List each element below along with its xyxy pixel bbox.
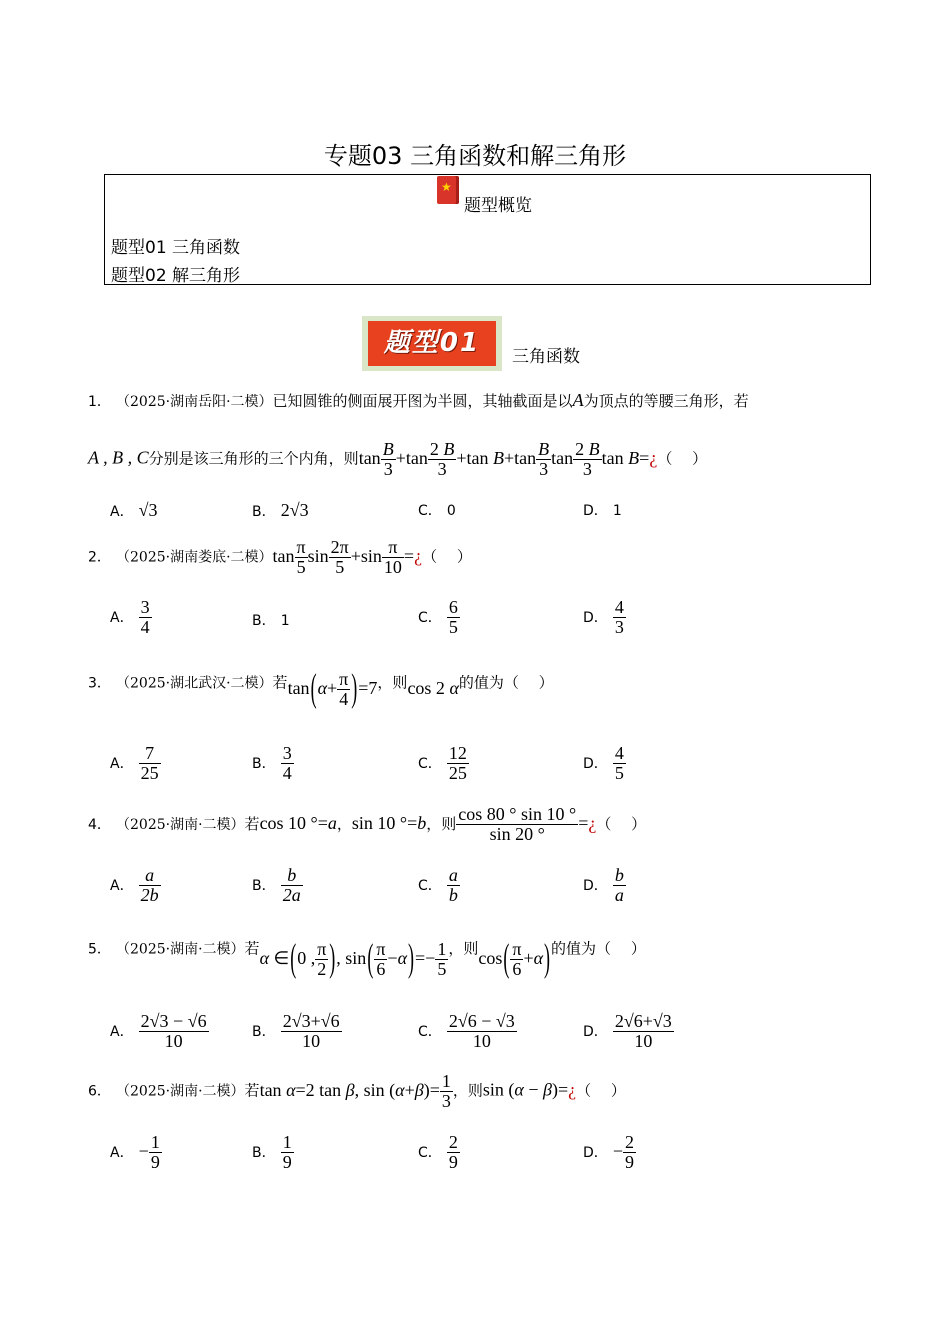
q4-option-b[interactable]: B． $\frac{b}{2a}$: [252, 865, 301, 905]
page-title: 专题03 三角函数和解三角形: [323, 142, 627, 170]
answer-blank[interactable]: （ ）: [576, 1081, 626, 1100]
q2-option-a[interactable]: A． $\frac{3}{4}$: [110, 597, 150, 637]
q4-option-a[interactable]: A． $\frac{a}{2b}$: [110, 865, 159, 905]
question-6-line-1: 6． （2025·湖南·二模）若tan α=2 tan β, sin (α+β)= $\frac{1}{3}$ ，则sin (α − β)=¿（ ）: [88, 1071, 626, 1111]
question-4-line-1: 4． （2025·湖南·二模）若cos 10 °=a，sin 10 °=b，则 $\frac{\cos 80 ^\circ \sin 10 ^\circ}{\sin 20 ^\circ}$ =¿（ ）: [88, 804, 647, 844]
math-var: A: [572, 390, 584, 410]
section-badge: [362, 316, 502, 371]
answer-blank[interactable]: （ ）: [596, 814, 647, 833]
q2-option-d[interactable]: D． $\frac{4}{3}$: [583, 597, 624, 637]
q5-option-b[interactable]: B． $\frac{2√3+√6}{10}$: [252, 1011, 340, 1051]
math-expression: tan(α+ $\frac{\pi}{4}$ )=7: [287, 664, 378, 709]
q1-option-d[interactable]: D． 1: [583, 503, 622, 519]
section-badge-text: 题型01: [368, 321, 496, 366]
question-text: 为顶点的等腰三角形，若: [583, 392, 749, 410]
book-icon: ★: [437, 176, 459, 204]
q3-option-c[interactable]: C． $\frac{12}{25}$: [418, 743, 467, 783]
section-label: 三角函数: [512, 347, 580, 367]
answer-blank[interactable]: 的值为（ ）: [551, 939, 646, 958]
q4-option-d[interactable]: D． $\frac{b}{a}$: [583, 865, 624, 905]
q3-option-d[interactable]: D． $\frac{4}{5}$: [583, 743, 624, 783]
question-text: 分别是该三角形的三个内角，则: [148, 449, 359, 468]
q3-option-a[interactable]: A． $\frac{7}{25}$: [110, 743, 159, 783]
overview-heading: 题型概览: [464, 196, 532, 216]
q2-option-b[interactable]: B． 1: [252, 613, 290, 629]
question-1-line-2: [88, 440, 707, 479]
math-expression: tan $\frac{\pi}{5}$ sin $\frac{2\pi}{5}$ +sin $\frac{\pi}{10}$ =: [272, 537, 415, 577]
q5-option-a[interactable]: A． $\frac{2√3 - √6}{10}$: [110, 1011, 207, 1051]
garbled-char: ¿: [649, 447, 658, 468]
overview-item-2[interactable]: 题型02 解三角形: [111, 266, 241, 286]
q6-option-c[interactable]: C． $\frac{2}{9}$: [418, 1132, 458, 1172]
answer-blank[interactable]: （ ）: [657, 449, 708, 468]
question-source: （2025·湖南岳阳·二模）: [116, 394, 273, 410]
question-text: 已知圆锥的侧面展开图为半圆，其轴截面是以: [272, 392, 573, 410]
question-2-line-1: 2． （2025·湖南娄底·二模）tan $\frac{\pi}{5}$ sin $\frac{2\pi}{5}$ +sin $\frac{\pi}{10}$ =¿（ ）: [88, 537, 472, 577]
question-1-line-1: [88, 390, 749, 411]
q6-option-a[interactable]: A． − $\frac{1}{9}$: [110, 1132, 160, 1172]
question-number: 1．: [88, 394, 111, 410]
q5-option-d[interactable]: D． $\frac{2√6+√3}{10}$: [583, 1011, 672, 1051]
q1-option-a[interactable]: A． √3: [110, 500, 158, 520]
math-expression: tan $\frac{B}{3}$ +tan $\frac{2 B}{3}$ +tan B+tan $\frac{B}{3}$ tan $\frac{2 B}{3}$ tan B=: [358, 439, 650, 479]
answer-blank[interactable]: 的值为（ ）: [458, 673, 554, 692]
answer-blank[interactable]: （ ）: [422, 547, 472, 566]
q1-option-c[interactable]: C． 0: [418, 503, 456, 519]
question-5-line-1: 5． （2025·湖南·二模）若α ∈(0 , $\frac{\pi}{2}$ ), sin( $\frac{\pi}{6}$ −α)=− $\frac{1}{5}$ ，则cos( $\frac{\pi}{6}$ +α)的值为（ ）: [88, 934, 646, 979]
q6-option-d[interactable]: D． − $\frac{2}{9}$: [583, 1132, 635, 1172]
math-fraction: $\frac{\cos 80 ^\circ \sin 10 ^\circ}{\sin 20 ^\circ}$: [458, 804, 577, 844]
question-3-line-1: 3． （2025·湖北武汉·二模）若tan(α+ $\frac{\pi}{4}$ )=7，则cos 2 α的值为（ ）: [88, 664, 554, 709]
q2-option-c[interactable]: C． $\frac{6}{5}$: [418, 597, 458, 637]
q4-option-c[interactable]: C． $\frac{a}{b}$: [418, 865, 458, 905]
math-vars: A , B , C: [88, 447, 149, 468]
q6-option-b[interactable]: B． $\frac{1}{9}$: [252, 1132, 292, 1172]
overview-item-1[interactable]: 题型01 三角函数: [111, 238, 241, 258]
q3-option-b[interactable]: B． $\frac{3}{4}$: [252, 743, 292, 783]
q5-option-c[interactable]: C． $\frac{2√6 - √3}{10}$: [418, 1011, 515, 1051]
q1-option-b[interactable]: B． 2√3: [252, 500, 309, 520]
